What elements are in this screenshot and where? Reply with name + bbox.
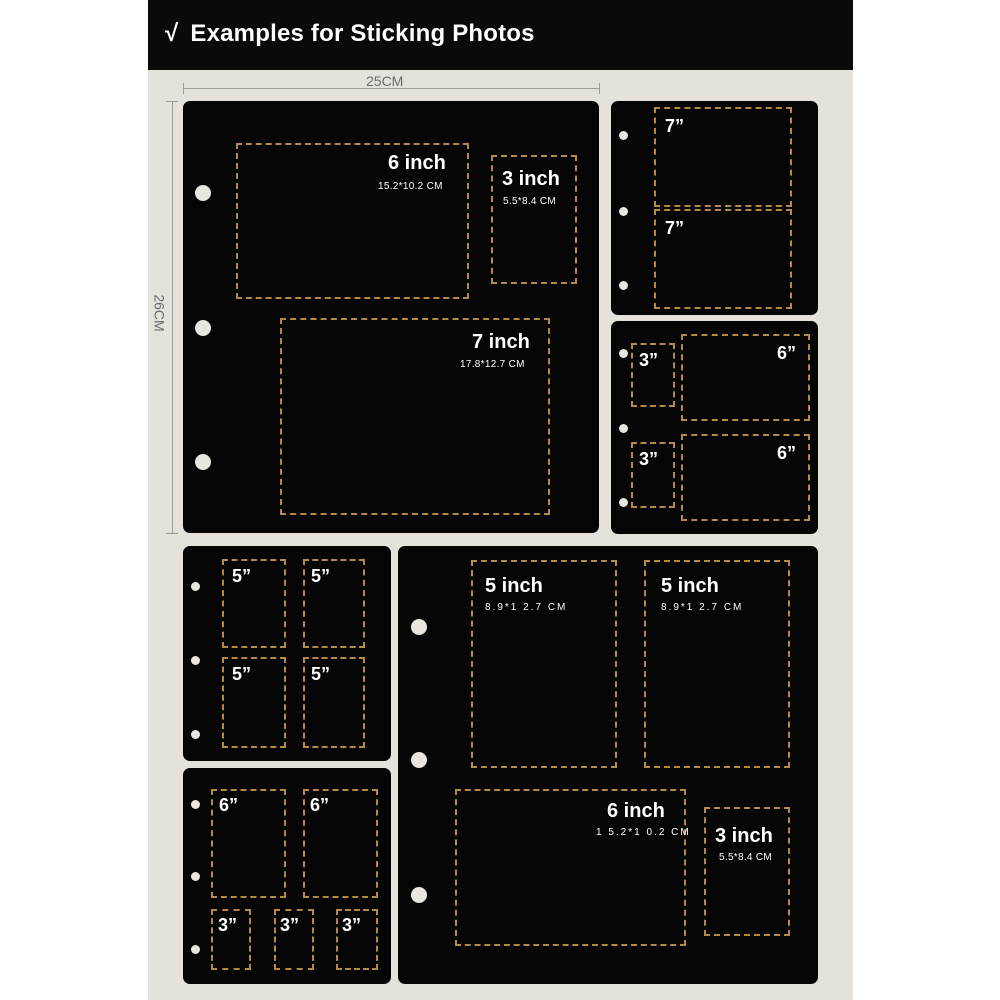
check-icon: √: [165, 20, 179, 47]
frame-label: 3”: [280, 915, 300, 935]
height-tick-bottom: [166, 533, 178, 534]
frame-label: 3”: [342, 915, 362, 935]
frame-label: 7”: [665, 218, 685, 238]
width-label: 25CM: [366, 73, 404, 89]
album-page-6-3-inch: [183, 768, 391, 984]
binder-hole: [191, 945, 200, 954]
frame-label: 7”: [665, 116, 685, 136]
header-title: [165, 20, 535, 48]
binder-hole: [191, 800, 200, 809]
frame-label: 5”: [232, 566, 252, 586]
frame-label: 3”: [639, 449, 659, 469]
album-page-7inch-pair: [611, 101, 818, 315]
frame-dimension: 5.5*8.4 CM: [719, 852, 773, 863]
height-label: 26CM: [151, 294, 168, 332]
frame-label: 5 inch: [661, 575, 719, 597]
album-page-3-6-inch: [611, 321, 818, 534]
frame-label: 6”: [777, 443, 797, 463]
album-page-mixed-large: [398, 546, 818, 984]
album-page-large: [183, 101, 599, 533]
frame-label: 5”: [311, 664, 331, 684]
frame-label: 6”: [777, 343, 797, 363]
binder-hole: [619, 424, 628, 433]
binder-hole: [411, 619, 427, 635]
frame-label: 3”: [639, 350, 659, 370]
height-tick-top: [166, 101, 178, 102]
frame-dimension: 17.8*12.7 CM: [460, 359, 525, 370]
binder-hole: [619, 131, 628, 140]
binder-hole: [619, 207, 628, 216]
frame-label: 7 inch: [472, 331, 530, 353]
frame-dimension: 15.2*10.2 CM: [378, 181, 443, 192]
width-tick-right: [599, 83, 600, 94]
width-tick-left: [183, 83, 184, 94]
frame-label: 5 inch: [485, 575, 543, 597]
frame-dimension: 1 5.2*1 0.2 CM: [596, 827, 691, 838]
binder-hole: [191, 582, 200, 591]
binder-hole: [619, 498, 628, 507]
binder-hole: [619, 281, 628, 290]
frame-label: 6”: [219, 795, 239, 815]
frame-label: 6”: [310, 795, 330, 815]
frame-dimension: 5.5*8.4 CM: [503, 196, 557, 207]
binder-hole: [195, 454, 211, 470]
binder-hole: [411, 887, 427, 903]
binder-hole: [191, 730, 200, 739]
binder-hole: [195, 320, 211, 336]
frame-label: 6 inch: [607, 800, 665, 822]
frame-label: 3 inch: [715, 825, 773, 847]
binder-hole: [411, 752, 427, 768]
binder-hole: [191, 656, 200, 665]
album-page-5inch-grid: [183, 546, 391, 761]
frame-dimension: 8.9*1 2.7 CM: [661, 602, 744, 613]
frame-label: 3 inch: [502, 168, 560, 190]
binder-hole: [619, 349, 628, 358]
header-title-text: Examples for Sticking Photos: [190, 20, 535, 47]
frame-label: 5”: [232, 664, 252, 684]
frame-label: 5”: [311, 566, 331, 586]
frame-dimension: 8.9*1 2.7 CM: [485, 602, 568, 613]
frame-label: 3”: [218, 915, 238, 935]
height-dimension-line: [172, 101, 173, 533]
frame-label: 6 inch: [388, 152, 446, 174]
binder-hole: [191, 872, 200, 881]
binder-hole: [195, 185, 211, 201]
